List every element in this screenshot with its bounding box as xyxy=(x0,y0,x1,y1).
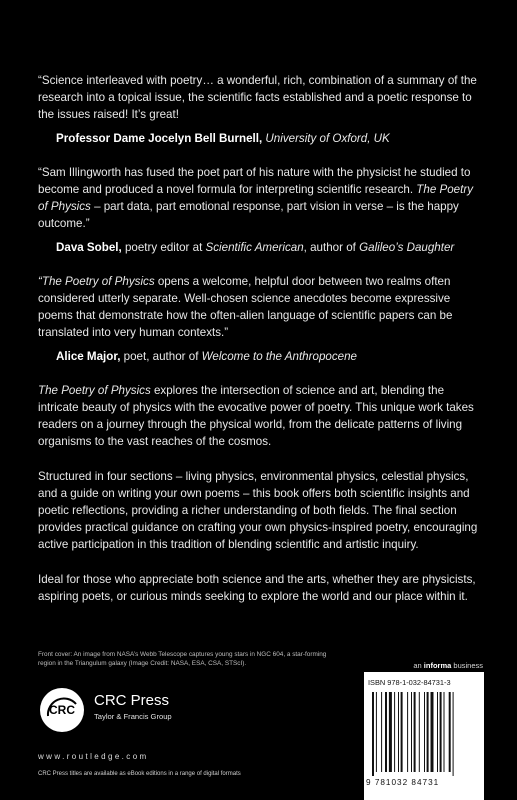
book-description xyxy=(38,382,484,605)
endorsement-bell-burnell xyxy=(38,72,484,146)
barcode xyxy=(364,672,484,800)
barcode-number: 9 781032 84731 xyxy=(366,778,440,787)
back-cover-text xyxy=(38,72,484,623)
description-paragraph-1: The Poetry of Physics explores the intersection of science and art, blending the intricate beauty of physics with the evocative power of poetry. This unique work takes readers on a journey through the physical world, from the delicate patterns of living organisms to the vast reaches of the cosmos. xyxy=(38,384,474,448)
publisher-group: Taylor & Francis Group xyxy=(94,712,172,721)
endorsement-quote: “The Poetry of Physics opens a welcome, helpful door between two realms often considered utterly separate. Well-chosen science anecdotes become expressive poems that demonstrate how the often-alien language of scientific papers can be translated into very human contexts.” xyxy=(38,275,453,339)
endorsement-attribution: Alice Major, poet, author of Welcome to the Anthropocene xyxy=(56,350,357,363)
endorsement-major xyxy=(38,273,484,364)
publisher-name: CRC Press xyxy=(94,692,170,709)
website-url: www.routledge.com xyxy=(38,752,149,761)
informa-tagline: an informa business xyxy=(413,661,483,670)
endorsement-attribution: Dava Sobel, poetry editor at Scientific American, author of Galileo’s Daughter xyxy=(56,241,455,254)
crc-logo-icon xyxy=(38,686,86,734)
publisher-logo xyxy=(38,686,278,736)
ebook-note: CRC Press titles are available as eBook editions in a range of digital formats xyxy=(38,771,241,777)
endorsement-quote: “Science interleaved with poetry… a wonderful, rich, combination of a summary of the research into a topical issue, the scientific facts established and a poetic response to the issues raised! It’s great! xyxy=(38,74,477,121)
isbn-label: ISBN 978-1-032-84731-3 xyxy=(368,678,451,687)
endorsement-sobel xyxy=(38,164,484,255)
endorsement-quote: “Sam Illingworth has fused the poet part of his nature with the physicist he studied to become and produced a novel formula for interpreting scientific research. The Poetry of Physics – part data, part emotional response, part vision in verse – is the happy outcome.” xyxy=(38,166,474,230)
description-paragraph-2: Structured in four sections – living physics, environmental physics, celestial physics, and a guide on writing your own poems – this book offers both scientific insights and poetic reflections, providing a richer understanding of both fields. The final section provides practical guidance on crafting your own physics-inspired poetry, encouraging active participation in this tradition of blending scientific and artistic inquiry. xyxy=(38,470,478,551)
svg-text:CRC: CRC xyxy=(49,703,75,717)
barcode-bars-icon xyxy=(372,692,476,776)
endorsement-attribution: Professor Dame Jocelyn Bell Burnell, University of Oxford, UK xyxy=(56,132,390,145)
description-paragraph-3: Ideal for those who appreciate both science and the arts, whether they are physicists, aspiring poets, or curious minds seeking to explore the world and our place within it. xyxy=(38,573,476,603)
cover-credit: Front cover: An image from NASA’s Webb Telescope captures young stars in NGC 604, a star-forming region in the Triangulum galaxy (Image Credit: NASA, ESA, CSA, STScI). xyxy=(38,651,327,667)
